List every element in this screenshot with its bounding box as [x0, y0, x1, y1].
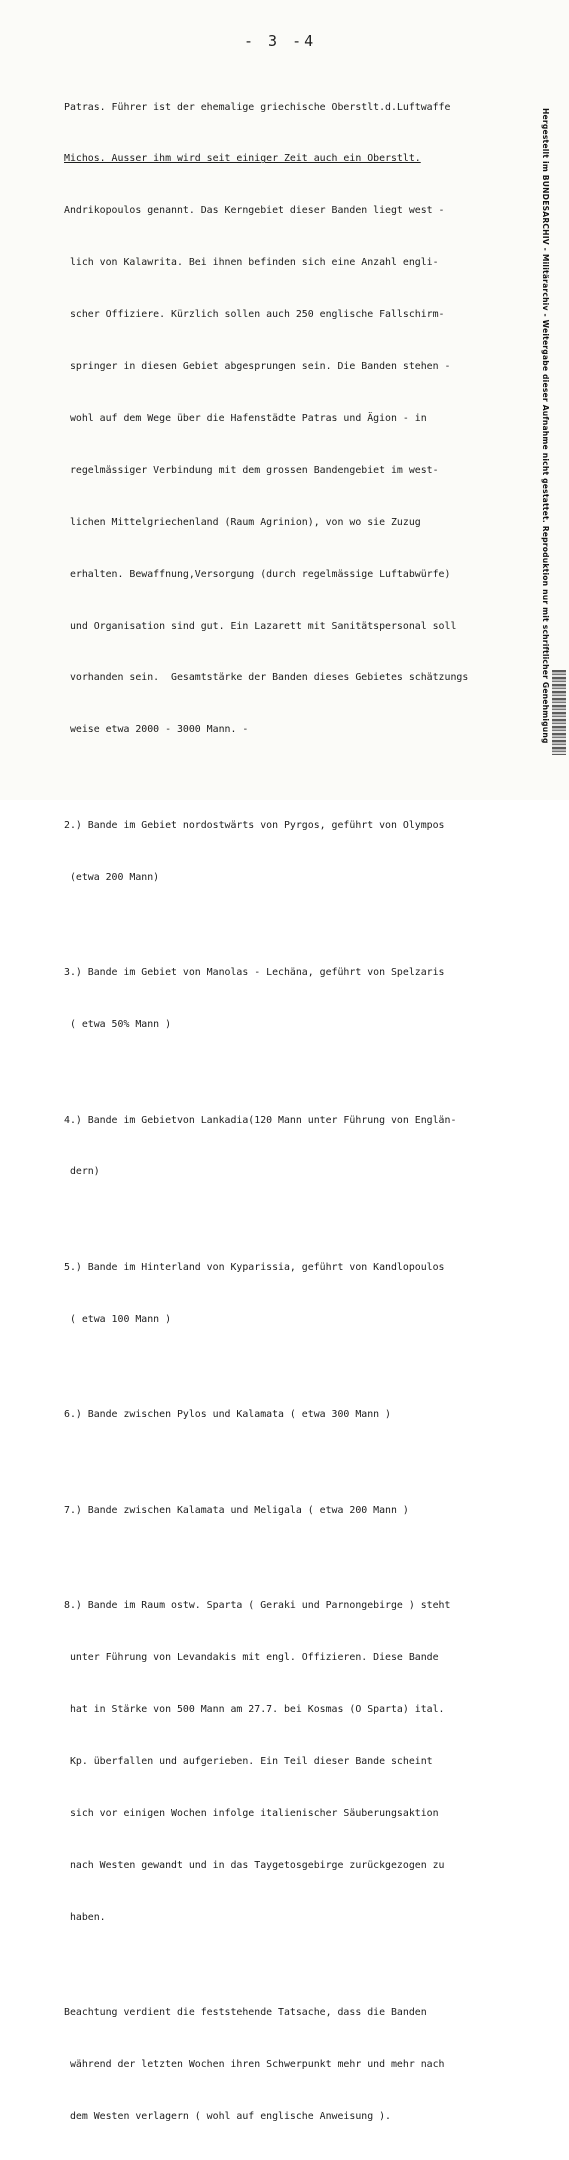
list-item-3-cont: ( etwa 50% Mann ): [64, 1019, 172, 1031]
list-item-8-cont: sich vor einigen Wochen infolge italienischer Säuberungsaktion: [64, 1807, 439, 1819]
paragraph-gap: [64, 1215, 534, 1224]
paragraph-gap: [64, 1458, 534, 1467]
body-line: scher Offiziere. Kürzlich sollen auch 250 englische Fallschirm-: [64, 309, 445, 321]
paragraph-gap: [64, 1068, 534, 1077]
body-line: wohl auf dem Wege über die Hafenstädte Patras und Ägion - in: [64, 412, 427, 424]
list-item-8-cont: haben.: [64, 1911, 106, 1923]
closing-paragraph: dem Westen verlagern ( wohl auf englische Anweisung ).: [64, 2110, 391, 2122]
list-item-5: 5.) Bande im Hinterland von Kyparissia, geführt von Kandlopoulos: [64, 1261, 445, 1273]
body-line: Michos. Ausser ihm wird seit einiger Zeit auch ein Oberstlt.: [64, 153, 421, 165]
document-body: [64, 64, 534, 2160]
scan-edge-mark: [552, 670, 566, 755]
list-item-2: 2.) Bande im Gebiet nordostwärts von Pyrgos, geführt von Olympos: [64, 819, 445, 831]
list-item-5-cont: ( etwa 100 Mann ): [64, 1313, 172, 1325]
body-line: erhalten. Bewaffnung,Versorgung (durch regelmässige Luftabwürfe): [64, 568, 451, 580]
body-line: vorhanden sein. Gesamtstärke der Banden dieses Gebietes schätzungs: [64, 672, 469, 684]
list-item-8-cont: hat in Stärke von 500 Mann am 27.7. bei Kosmas (O Sparta) ital.: [64, 1704, 445, 1716]
list-item-3: 3.) Bande im Gebiet von Manolas - Lechäna, geführt von Spelzaris: [64, 967, 445, 979]
body-line: springer in diesen Gebiet abgesprungen sein. Die Banden stehen -: [64, 361, 451, 373]
body-line: weise etwa 2000 - 3000 Mann. -: [64, 724, 249, 736]
paragraph-gap: [64, 773, 534, 782]
paragraph-gap: [64, 1960, 534, 1969]
list-item-4-cont: dern): [64, 1166, 100, 1178]
list-item-8: 8.) Bande im Raum ostw. Sparta ( Geraki und Parnongebirge ) steht: [64, 1600, 451, 1612]
list-item-8-cont: Kp. überfallen und aufgerieben. Ein Teil dieser Bande scheint: [64, 1755, 433, 1767]
paragraph-gap: [64, 1363, 534, 1372]
body-line: und Organisation sind gut. Ein Lazarett mit Sanitätspersonal soll: [64, 620, 457, 632]
list-item-2-cont: (etwa 200 Mann): [64, 871, 160, 883]
closing-paragraph: Beachtung verdient die feststehende Tatsache, dass die Banden: [64, 2007, 427, 2019]
body-line: lichen Mittelgriechenland (Raum Agrinion), von wo sie Zuzug: [64, 516, 421, 528]
list-item-7: 7.) Bande zwischen Kalamata und Meligala ( etwa 200 Mann ): [64, 1504, 409, 1516]
closing-paragraph: während der letzten Wochen ihren Schwerpunkt mehr und mehr nach: [64, 2058, 445, 2070]
list-item-8-cont: unter Führung von Levandakis mit engl. Offizieren. Diese Bande: [64, 1652, 439, 1664]
body-line: lich von Kalawrita. Bei ihnen befinden sich eine Anzahl engli-: [64, 257, 439, 269]
paragraph-gap: [64, 1554, 534, 1563]
page-number: - 3 -4: [244, 32, 317, 50]
paragraph-gap: [64, 921, 534, 930]
body-line: Patras. Führer ist der ehemalige griechische Oberstlt.d.Luftwaffe: [64, 101, 451, 113]
list-item-4: 4.) Bande im Gebietvon Lankadia(120 Mann unter Führung von Englän-: [64, 1114, 457, 1126]
body-line: Andrikopoulos genannt. Das Kerngebiet dieser Banden liegt west -: [64, 205, 445, 217]
archive-stamp: Hergestellt im BUNDESARCHIV - Militärarchiv - Weitergabe dieser Aufnahme nicht gestattet. Reproduktion nur mit schriftlicher Genehmigung: [541, 108, 550, 744]
body-line: regelmässiger Verbindung mit dem grossen Bandengebiet im west-: [64, 464, 439, 476]
list-item-6: 6.) Bande zwischen Pylos und Kalamata ( etwa 300 Mann ): [64, 1409, 391, 1421]
list-item-8-cont: nach Westen gewandt und in das Taygetosgebirge zurückgezogen zu: [64, 1859, 445, 1871]
